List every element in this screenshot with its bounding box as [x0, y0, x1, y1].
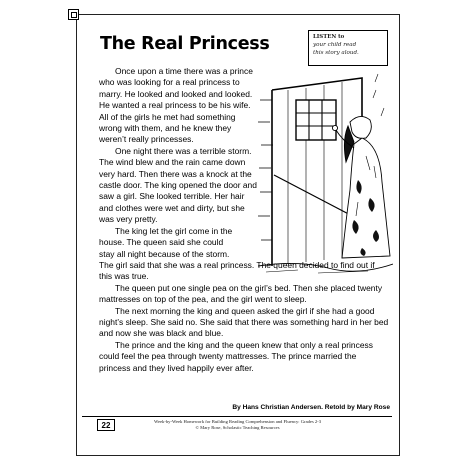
footer-credit-line: © Mary Rose, Scholastic Teaching Resources — [195, 424, 280, 430]
story-paragraph — [99, 226, 389, 283]
listen-note-lead: LISTEN to — [313, 34, 345, 40]
story-line: was very pretty. — [99, 214, 158, 225]
story-line: king opened the door and saw a — [99, 180, 257, 202]
listen-note-line: your child read — [313, 42, 357, 48]
footer-credits — [125, 419, 350, 431]
footer-divider — [82, 416, 392, 417]
author-byline: By Hans Christian Andersen. Retold by Mary Rose — [232, 404, 390, 411]
story-paragraph: The next morning the king and queen asked the girl if she had a good night’s sleep. She said no. She said that there was something hard in her bed and now she was black and blue. — [99, 305, 389, 339]
page-number: 22 — [97, 419, 115, 431]
story-line: with them, and he knew they — [124, 123, 232, 134]
listen-note-line: this story aloud. — [313, 50, 359, 56]
story-line: was a knock at the castle door. The — [99, 168, 252, 191]
story-paragraph — [99, 146, 257, 226]
story-line: house. The queen said she could — [99, 237, 224, 248]
story-line: came down very hard. Then there — [99, 157, 246, 179]
footer-credit-line: Week-by-Week Homework for Building Reading Comprehension and Fluency: Grades 2-3 — [153, 419, 322, 424]
story-line: stay all night because of the storm. — [99, 248, 230, 259]
story-paragraph — [99, 66, 257, 146]
story-line: girls he met had something wrong — [99, 111, 236, 134]
story-line: looked and looked. He wanted a — [99, 88, 253, 111]
story-line: One night there was a terrible — [115, 145, 229, 156]
story-line: Once upon a time there was a — [115, 66, 230, 76]
story-line: princess to marry. He looked and — [99, 77, 240, 99]
page-title: The Real Princess — [100, 34, 270, 54]
story-line: storm. The wind blew and the rain — [99, 145, 252, 168]
story-line: clothes were wet and dirty, but she — [115, 202, 245, 213]
story-text — [99, 66, 389, 374]
story-line: The girl said that she was a real princess. The queen decided to find out if this was true. — [99, 259, 375, 282]
square-corner-icon — [68, 9, 79, 20]
story-line: girl. She looked terrible. Her hair and — [99, 191, 245, 213]
story-paragraph: The prince and the king and the queen knew that only a real princess could feel the pea through twenty mattresses. The prince married the princess and they lived happily ever after. — [99, 339, 373, 373]
story-paragraph: The queen put one single pea on the girl’s bed. Then she placed twenty mattresses on top of the pea, and the girl went to sleep. — [99, 282, 383, 305]
listen-note-box — [308, 30, 388, 66]
story-line: real princess to be his wife. All of the — [99, 100, 251, 122]
story-line: weren’t really princesses. — [99, 134, 194, 145]
story-line: The king let the girl come in the — [115, 225, 233, 236]
story-line: prince who was looking for a real — [99, 66, 253, 88]
